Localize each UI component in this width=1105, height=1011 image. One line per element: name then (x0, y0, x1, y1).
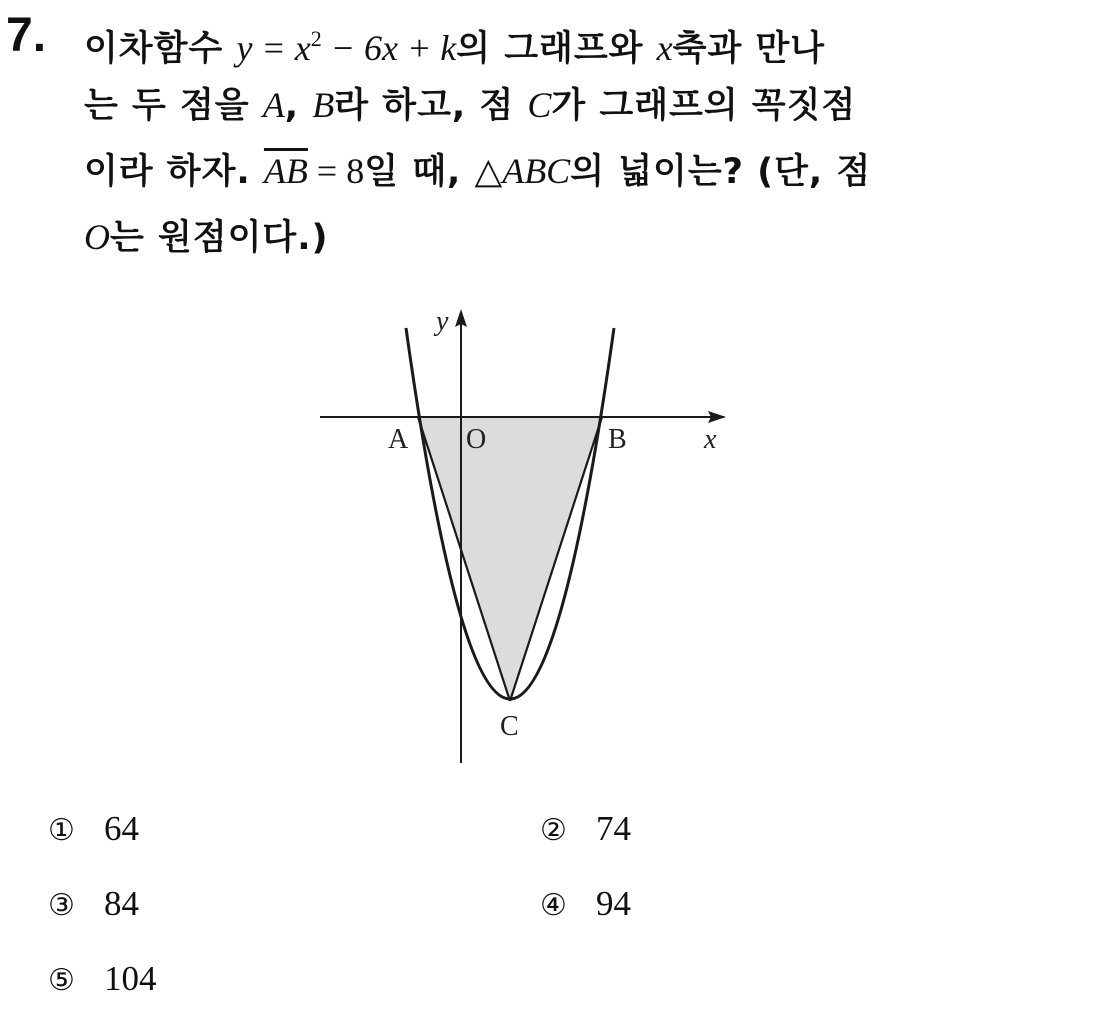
question-text: 의 그래프와 (456, 29, 657, 69)
segment-length: = 8 (307, 151, 365, 191)
choice-1[interactable] (48, 801, 139, 857)
segment-ab: $\overline{AB}$ (263, 151, 308, 191)
question-text: 라 하고, 점 (334, 86, 528, 126)
point-a-label: A (262, 85, 285, 125)
question-text: 축과 만나 (672, 29, 826, 69)
question-line-2 (84, 72, 856, 139)
question-text: 는 원점이다.) (110, 218, 329, 258)
x-axis-label: x (704, 424, 717, 455)
comma: , (284, 86, 313, 126)
triangle-name: ABC (502, 151, 571, 191)
choice-marker: ② (540, 813, 567, 848)
choice-value: 64 (104, 809, 139, 848)
origin-label: O (466, 424, 487, 455)
question-text: 는 두 점을 (84, 86, 263, 126)
y-axis-label: y (436, 306, 449, 337)
choice-value: 84 (104, 884, 139, 923)
point-a-label: A (388, 424, 409, 455)
choice-value: 104 (104, 959, 157, 998)
choice-2[interactable] (540, 801, 631, 857)
question-number: 7. (6, 9, 47, 62)
point-c-label: C (527, 85, 552, 125)
point-b-label: B (312, 85, 335, 125)
question-text: 이차함수 (84, 29, 237, 69)
question-text: 이라 하자. (84, 152, 264, 192)
choice-marker: ① (48, 813, 75, 848)
question-text: 일 때, (364, 152, 475, 192)
choice-value: 74 (596, 809, 631, 848)
choice-5[interactable] (48, 951, 157, 1007)
choice-3[interactable] (48, 876, 139, 932)
choice-marker: ③ (48, 888, 75, 923)
triangle-symbol: △ (474, 151, 503, 191)
choice-4[interactable] (540, 876, 631, 932)
parabola-figure (300, 295, 740, 770)
point-b-label: B (608, 424, 627, 455)
choice-value: 94 (596, 884, 631, 923)
point-c-label: C (500, 711, 519, 742)
question-text: 가 그래프의 꼭짓점 (551, 86, 857, 126)
exponent: 2 (310, 26, 322, 51)
choice-marker: ⑤ (48, 963, 75, 998)
origin-label: O (84, 217, 110, 257)
question-line-3 (84, 138, 871, 205)
equation: $y = x^2 - 6x + k$ (236, 26, 457, 68)
question-line-1 (84, 6, 825, 82)
choice-marker: ④ (540, 888, 567, 923)
x-variable: x (656, 28, 673, 68)
question-line-4 (84, 204, 329, 271)
question-text: 의 넓이는? (단, 점 (570, 152, 872, 192)
